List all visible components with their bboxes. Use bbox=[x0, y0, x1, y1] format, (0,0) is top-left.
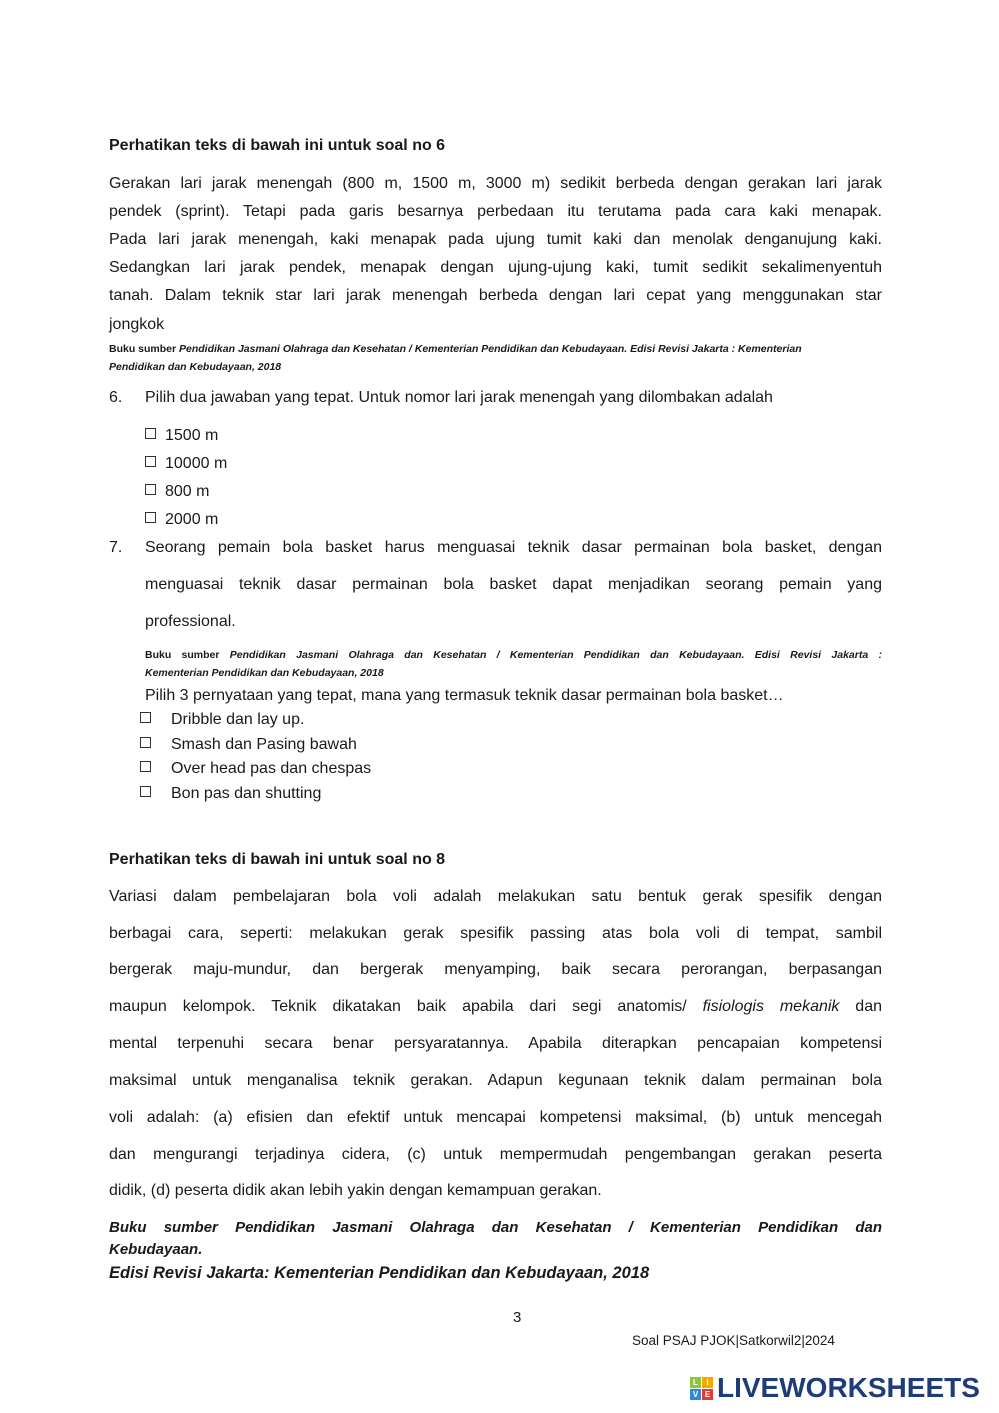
q6-option[interactable] bbox=[145, 427, 218, 445]
option-label: 800 m bbox=[165, 483, 210, 500]
option-label: 10000 m bbox=[165, 455, 228, 472]
checkbox[interactable] bbox=[140, 761, 151, 772]
q7-prompt: Pilih 3 pernyataan yang tepat, mana yang termasuk teknik dasar permainan bola basket… bbox=[145, 687, 784, 704]
source-title: Pendidikan Jasmani Olahraga dan Kesehatan / Kementerian Pendidikan dan Kebudayaan. Edisi Revisi Jakarta : bbox=[229, 649, 882, 661]
passage-line: berbagai cara, seperti: melakukan gerak spesifik passing atas bola voli di tempat, sambil bbox=[109, 925, 882, 942]
passage-line: Sedangkan lari jarak pendek, menapak dengan ujung-ujung kaki, tumit sedikit sekalimenyentuh bbox=[109, 259, 882, 276]
q7-number: 7. bbox=[109, 539, 123, 556]
checkbox[interactable] bbox=[140, 786, 151, 797]
source-title: Kementerian Pendidikan dan Kebudayaan, 2018 bbox=[145, 667, 384, 679]
checkbox[interactable] bbox=[145, 512, 156, 523]
source-prefix: Buku sumber bbox=[145, 649, 230, 661]
checkbox[interactable] bbox=[140, 737, 151, 748]
checkbox[interactable] bbox=[145, 456, 156, 467]
source-citation bbox=[109, 343, 802, 355]
section8-title: Perhatikan teks di bawah ini untuk soal no 8 bbox=[109, 851, 446, 868]
source-citation bbox=[145, 649, 882, 661]
passage-line: Pada lari jarak menengah, kaki menapak pada ujung tumit kaki dan menolak denganujung kaki. bbox=[109, 231, 882, 248]
source-citation-cont bbox=[145, 667, 384, 679]
q6-text: Pilih dua jawaban yang tepat. Untuk nomor lari jarak menengah yang dilombakan adalah bbox=[145, 389, 773, 406]
q7-option[interactable] bbox=[140, 736, 357, 754]
passage-line: pendek (sprint). Tetapi pada garis besarnya perbedaan itu terutama pada cara kaki menapak. bbox=[109, 203, 882, 220]
page-number: 3 bbox=[513, 1309, 522, 1326]
checkbox[interactable] bbox=[145, 428, 156, 439]
source-title: Pendidikan Jasmani Olahraga dan Kesehatan / Kementerian Pendidikan dan Kebudayaan. Edisi Revisi Jakarta : Kementerian bbox=[179, 343, 802, 355]
passage-line: tanah. Dalam teknik star lari jarak menengah berbeda dengan lari cepat yang menggunakan star bbox=[109, 287, 882, 304]
passage-line bbox=[109, 998, 882, 1016]
source-citation-edition: Edisi Revisi Jakarta: Kementerian Pendidikan dan Kebudayaan, 2018 bbox=[109, 1264, 650, 1282]
option-label: 1500 m bbox=[165, 427, 219, 444]
italic-term: fisiologis mekanik bbox=[702, 998, 840, 1015]
source-citation: Buku sumber Pendidikan Jasmani Olahraga dan Kesehatan / Kementerian Pendidikan dan bbox=[109, 1219, 882, 1236]
option-label: Over head pas dan chespas bbox=[171, 760, 372, 777]
section6-title: Perhatikan teks di bawah ini untuk soal no 6 bbox=[109, 137, 446, 154]
passage-line: dan mengurangi terjadinya cidera, (c) untuk mempermudah pengembangan gerakan peserta bbox=[109, 1146, 882, 1163]
liveworksheets-logo bbox=[690, 1372, 980, 1404]
q6-option[interactable] bbox=[145, 511, 218, 529]
source-citation-cont bbox=[109, 361, 281, 373]
option-label: 2000 m bbox=[165, 511, 219, 528]
q6-number: 6. bbox=[109, 389, 123, 406]
q7-line: menguasai teknik dasar permainan bola basket dapat menjadikan seorang pemain yang bbox=[145, 576, 882, 593]
option-label: Dribble dan lay up. bbox=[171, 711, 305, 728]
q7-option[interactable] bbox=[140, 760, 371, 778]
passage-line: Gerakan lari jarak menengah (800 m, 1500 m, 3000 m) sedikit berbeda dengan gerakan lari jarak bbox=[109, 175, 882, 192]
option-label: Bon pas dan shutting bbox=[171, 785, 322, 802]
text: dan bbox=[839, 998, 882, 1015]
logo-text: LIVEWORKSHEETS bbox=[717, 1372, 980, 1403]
q7-line: professional. bbox=[145, 613, 236, 630]
passage-line: jongkok bbox=[109, 316, 165, 333]
source-prefix: Buku sumber bbox=[109, 343, 180, 355]
passage-line: bergerak maju-mundur, dan bergerak menyamping, baik secara perorangan, berpasangan bbox=[109, 961, 882, 978]
source-title: Pendidikan dan Kebudayaan, 2018 bbox=[109, 361, 282, 373]
option-label: Smash dan Pasing bawah bbox=[171, 736, 357, 753]
source-citation-cont: Kebudayaan. bbox=[109, 1241, 203, 1258]
q7-line: Seorang pemain bola basket harus menguasai teknik dasar permainan bola basket, dengan bbox=[145, 539, 882, 556]
q7-option[interactable] bbox=[140, 711, 304, 729]
passage-line: didik, (d) peserta didik akan lebih yakin dengan kemampuan gerakan. bbox=[109, 1182, 602, 1199]
passage-line: Variasi dalam pembelajaran bola voli adalah melakukan satu bentuk gerak spesifik dengan bbox=[109, 888, 882, 905]
passage-line: voli adalah: (a) efisien dan efektif untuk mencapai kompetensi maksimal, (b) untuk mencegah bbox=[109, 1109, 882, 1126]
checkbox[interactable] bbox=[140, 712, 151, 723]
text: maupun kelompok. Teknik dikatakan baik apabila dari segi anatomis/ bbox=[109, 998, 703, 1015]
q7-option[interactable] bbox=[140, 785, 321, 803]
q6-option[interactable] bbox=[145, 455, 227, 473]
checkbox[interactable] bbox=[145, 484, 156, 495]
q6-option[interactable] bbox=[145, 483, 209, 501]
passage-line: maksimal untuk menganalisa teknik gerakan. Adapun kegunaan teknik dalam permainan bola bbox=[109, 1072, 882, 1089]
doc-label: Soal PSAJ PJOK|Satkorwil2|2024 bbox=[632, 1333, 835, 1348]
passage-line: mental terpenuhi secara benar persyaratannya. Apabila diterapkan pencapaian kompetensi bbox=[109, 1035, 882, 1052]
logo-tiles-icon: L I V E bbox=[690, 1377, 713, 1400]
